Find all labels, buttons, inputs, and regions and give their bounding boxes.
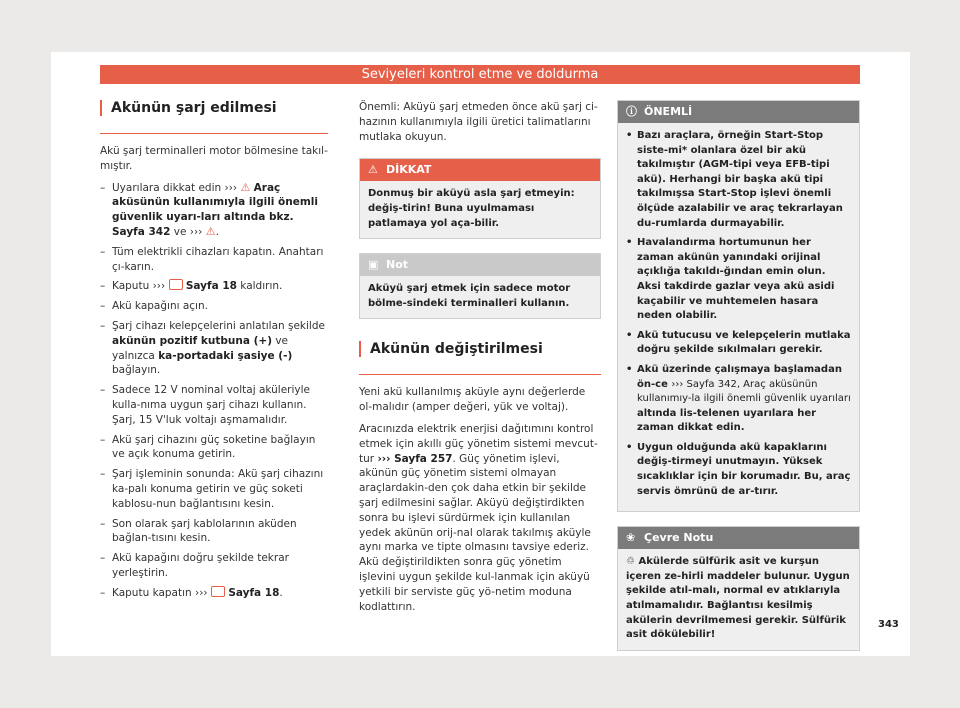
list-item: • Bazı araçlara, örneğin Start-Stop siste-mi* olanlara özel bir akü takılmıştır (AGM-tipi veya EFB-tipi akü). Herhangi bir başka akü tipi takılmışsa Start-Stop işlevi önemli ölçüde azalabilir ve araç tekrarlayan du-rumlarda durmayabilir.: [626, 129, 851, 231]
list-item: – Akü şarj cihazını güç soketine bağlayın ve açık konuma getirin.: [100, 433, 328, 463]
warning-icon: ⚠: [368, 163, 378, 177]
not-body: Aküyü şarj etmek için sadece motor bölme-sindeki terminalleri kullanın.: [360, 276, 600, 318]
cevre-header: ❀ Çevre Notu: [618, 527, 859, 549]
onemli-body: [618, 123, 859, 511]
not-box: [359, 253, 601, 319]
list-item: • Akü tutucusu ve kelepçelerin mutlaka doğru şekilde sıkılmaları gerekir.: [626, 329, 851, 358]
page-reference[interactable]: Sayfa 18: [185, 280, 237, 293]
section-title: Akünün değiştirilmesi: [359, 341, 601, 357]
page-reference[interactable]: ››› Sayfa 257: [377, 452, 453, 465]
list-item: • Havalandırma hortumunun her zaman akünün yanındaki orijinal açıklığa takıldı-ğından emin olun. Aksi takdirde gazlar veya akü asidi kaçabilir ve muhtemelen hasara neden olabilir.: [626, 236, 851, 324]
list-item: – Kaputu ››› Sayfa 18 kaldırın.: [100, 279, 328, 294]
onemli-box: [617, 100, 860, 512]
note-icon: ▣: [368, 258, 379, 272]
page-reference[interactable]: Sayfa 18: [228, 586, 280, 599]
section-title: Akünün şarj edilmesi: [100, 100, 328, 116]
section-header-replacement: [359, 341, 601, 375]
list-item: – Şarj işleminin sonunda: Akü şarj cihazını ka-palı konuma getirin ve güç soketi kablosu-nun bağlantısını kesin.: [100, 467, 328, 511]
paragraph: Aracınızda elektrik enerjisi dağıtımını kontrol etmek için akıllı güç yönetim sistemi mevcut-tur ››› Sayfa 257. Güç yönetim işlevi, akünün güç yönetim sistemi olmayan araçlardakin-den çok daha etkin bir şekilde şarj edilmesini sağlar. Aküyü değiştirdikten sonra bu işlevi sürdürmek için kullanılan yedek akünün orij-nal olarak takılmış aküyle aynı marka ve tipte olmasını tavsiye ederiz. Akü değiştirildikten sonra güç yönetim işlevini uygun şekilde kul-lanmak için aküyü yetkili bir serviste güç yö-netim moduna kodlattırın.: [359, 422, 598, 613]
list-item: – Şarj cihazı kelepçelerini anlatılan şekilde akünün pozitif kutbuna (+) ve yalnızca ka-portadaki şasiye (-) bağlayın.: [100, 319, 328, 378]
dikkat-header: ⚠ DİKKAT: [360, 159, 600, 181]
section-header-charging: [100, 100, 328, 134]
warning-icon: ⚠: [205, 224, 216, 238]
cevre-body: ♲ Akülerde sülfürik asit ve kurşun içeren ze-hirli maddeler bulunur. Uygun şekilde atıl-malı, normal ev atıklarıyla atılmamalıdır. Bağlantısı kesilmiş akülerin devrilmemesi gerekir. Sülfürik asit dökülebilir!: [618, 549, 859, 650]
column-3: [617, 100, 860, 665]
page-reference[interactable]: ››› Sayfa 342, Araç aküsünün kullanımıy-la ilgili önemli güvenlik uyarıları: [637, 378, 851, 405]
book-icon: [211, 586, 225, 597]
list-item: • Uygun olduğunda akü kapaklarını değiş-tirmeyi unutmayın. Yüksek sıcaklıklar için bir korumadır. Bu, araç servis ömrünü de ar-tırır.: [626, 441, 851, 499]
book-icon: [169, 279, 183, 290]
paragraph: Yeni akü kullanılmış aküyle aynı değerlerde ol-malıdır (amper değeri, yük ve voltaj).: [359, 386, 586, 414]
warning-icon: ⚠: [240, 180, 251, 194]
onemli-header: ⓘ ÖNEMLİ: [618, 101, 859, 123]
info-icon: ⓘ: [626, 105, 637, 118]
list-item: – Tüm elektrikli cihazları kapatın. Anahtarı çı-karın.: [100, 245, 328, 275]
list-item: – Sadece 12 V nominal voltaj aküleriyle kulla-nıma uygun şarj cihazı kullanın. Şarj, 15 V'luk voltajı aşmamalıdır.: [100, 383, 328, 427]
list-item: – Akü kapağını açın.: [100, 299, 328, 314]
dikkat-box: [359, 158, 601, 239]
list-item: • Akü üzerinde çalışmaya başlamadan ön-ce ››› Sayfa 342, Araç aküsünün kullanımıy-la ilgili önemli güvenlik uyarıları altında lis-telenen uyarılara her zaman dikkat edin.: [626, 363, 851, 436]
page-header: Seviyeleri kontrol etme ve doldurma: [100, 65, 860, 84]
cevre-box: [617, 526, 860, 651]
environment-icon: ❀: [626, 531, 636, 545]
recycle-icon: ♲: [626, 556, 639, 568]
column-1: [100, 100, 328, 606]
list-item: – Akü kapağını doğru şekilde tekrar yerleştirin.: [100, 551, 328, 581]
intro-text: Akü şarj terminalleri motor bölmesine takıl-mıştır.: [100, 145, 328, 172]
column-2: [359, 100, 601, 621]
page-reference[interactable]: Araç aküsünün kullanımıyla ilgili önemli güvenlik uyarı-ları altında bkz. Sayfa 342: [112, 181, 319, 238]
list-item: – Uyarılara dikkat edin ››› ⚠ Araç aküsünün kullanımıyla ilgili önemli güvenlik uyarı-ları altında bkz. Sayfa 342 ve ››› ⚠.: [100, 181, 328, 240]
onemli-list: [626, 129, 851, 499]
list-item: – Kaputu kapatın ››› Sayfa 18.: [100, 586, 328, 601]
intro-text: Önemli: Aküyü şarj etmeden önce akü şarj ci-hazının kullanımıyla ilgili üretici talimatlarını mutlaka okuyun.: [359, 101, 598, 143]
steps-list: [100, 181, 328, 601]
list-item: – Son olarak şarj kablolarının aküden bağlan-tısını kesin.: [100, 517, 328, 547]
dikkat-body: Donmuş bir aküyü asla şarj etmeyin: değiş-tirin! Buna uyulmaması patlamaya yol aça-bilir.: [360, 181, 600, 238]
page-number: 343: [878, 619, 899, 630]
not-header: ▣ Not: [360, 254, 600, 276]
